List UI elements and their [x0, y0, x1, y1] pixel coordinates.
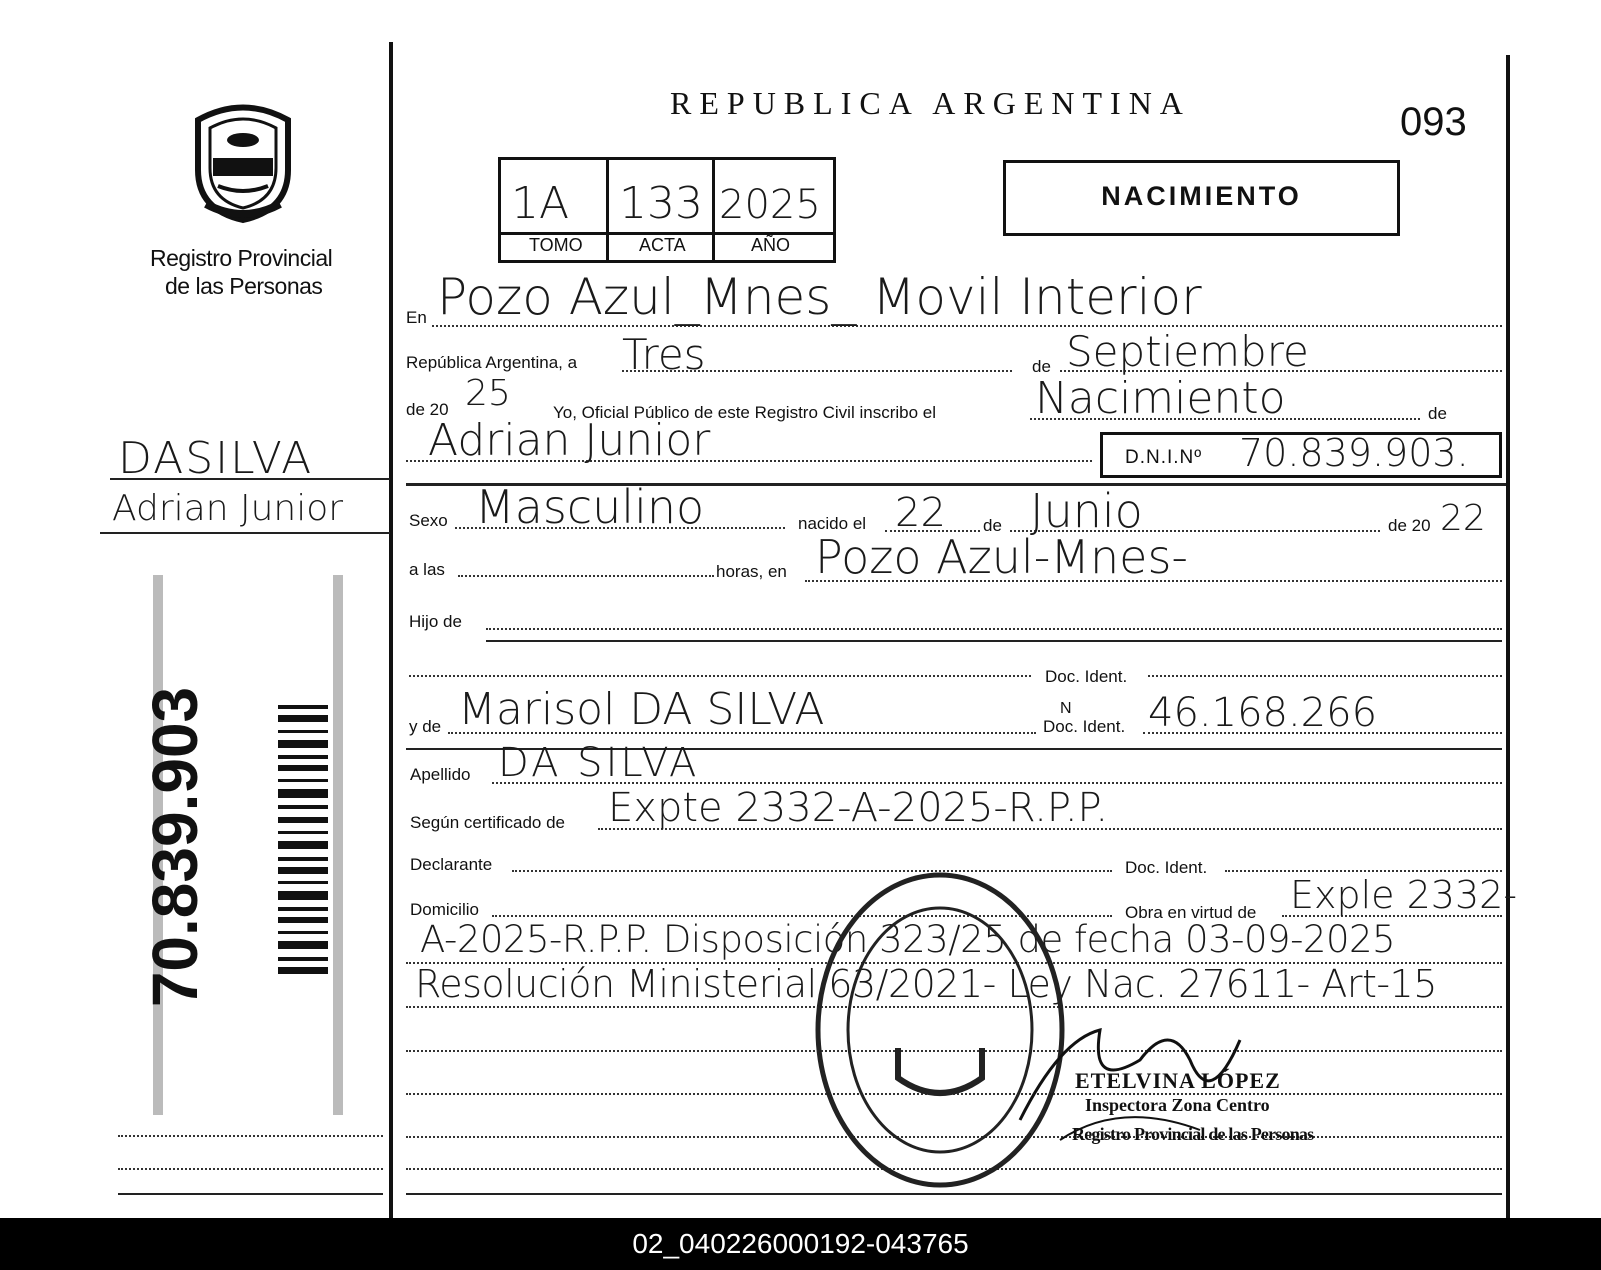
month-value: Septiembre	[1066, 327, 1309, 376]
left-frame-line	[389, 42, 393, 1222]
segun-value: Expte 2332-A-2025-R.P.P.	[608, 785, 1109, 831]
signature-org: Registro Provincial de las Personas	[1072, 1124, 1314, 1144]
father-doc-value-line	[1148, 675, 1502, 677]
de-label: de	[1032, 357, 1051, 376]
day-value: Tres	[622, 330, 706, 379]
acta-label: ACTA	[639, 235, 686, 255]
sidebar-line	[118, 1168, 383, 1170]
birth-place-value: Pozo Azul-Mnes-	[815, 530, 1189, 584]
dni-box	[1100, 432, 1502, 478]
dni-value: 70.839.903.	[1239, 431, 1469, 475]
sidebar-line	[118, 1193, 383, 1195]
segun-label: Según certificado de	[410, 813, 565, 832]
sidebar-given-underline	[100, 532, 390, 534]
doc-number: 093	[1400, 100, 1467, 144]
dni-label: D.N.I.Nº	[1125, 447, 1203, 468]
sidebar-given-names: Adrian Junior	[112, 488, 344, 529]
sidebar-id-vertical: 70.839.903	[139, 686, 211, 1008]
sexo-label: Sexo	[409, 511, 448, 530]
apellido-label: Apellido	[410, 765, 471, 784]
apellido-value: DA SILVA	[498, 740, 700, 786]
mother-doc-value: 46.168.266	[1148, 690, 1378, 736]
coat-of-arms-icon	[188, 100, 298, 225]
name-value: Adrian Junior	[428, 415, 711, 466]
year-prefix-label: de 20	[406, 400, 449, 419]
nacido-label: nacido el	[798, 514, 867, 533]
de-label-3: de	[983, 516, 1002, 535]
mother-value: Marisol DA SILVA	[458, 684, 825, 735]
place-value: Pozo Azul_Mnes_ Movil Interior	[437, 268, 1202, 326]
domicilio-label: Domicilio	[410, 900, 479, 919]
birth-day-value: 22	[895, 490, 946, 536]
declarante-label: Declarante	[410, 855, 493, 874]
declarante-doc-line	[1225, 870, 1502, 872]
republica-label: República Argentina, a	[406, 353, 578, 372]
oficial-label: Yo, Oficial Público de este Registro Civil inscribo el	[553, 403, 936, 422]
doc-type-box	[1003, 160, 1400, 236]
note-line-1: A-2025-R.P.P. Disposición 323/25 de fecha 03-09-2025	[420, 918, 1396, 961]
record-box	[498, 157, 836, 263]
acta-value: 133	[619, 178, 703, 229]
hour-line	[458, 575, 714, 577]
doc-ident-prefix: N	[1060, 700, 1072, 717]
signature-name: ETELVINA LÓPEZ	[1075, 1068, 1281, 1093]
note-line-2: Resolución Ministerial 63/2021- Ley Nac. 27611- Art-15	[415, 962, 1437, 1006]
de20-label: de 20	[1388, 516, 1431, 535]
hijo-line	[486, 628, 1502, 630]
sexo-value: Masculino	[475, 480, 705, 534]
right-frame-line	[1506, 55, 1510, 1220]
de-label-2: de	[1428, 404, 1447, 423]
year-value: 25	[465, 373, 511, 414]
tomo-label: TOMO	[529, 235, 583, 255]
sidebar-surname: DASILVA	[118, 433, 314, 484]
yde-label: y de	[409, 717, 442, 736]
country-title: REPUBLICA ARGENTINA	[670, 85, 1191, 121]
bottom-rule	[406, 1193, 1502, 1195]
footer-barcode-text: 02_040226000192-043765	[0, 1218, 1601, 1270]
sidebar-surname-underline	[110, 478, 390, 480]
doc-ident-label-1: Doc. Ident.	[1045, 667, 1128, 686]
birth-year-value: 22	[1440, 498, 1486, 539]
obra-value: Exple 2332-	[1290, 873, 1518, 917]
anio-value: 2025	[719, 182, 821, 228]
birth-month-value: Junio	[1030, 484, 1143, 538]
obra-label: Obra en virtud de	[1125, 903, 1257, 922]
anio-label: AÑO	[751, 235, 791, 255]
hijo-label: Hijo de	[409, 612, 462, 631]
signature-title: Inspectora Zona Centro	[1085, 1095, 1270, 1115]
doc-ident-label-2: Doc. Ident.	[1043, 717, 1126, 736]
sidebar-line	[118, 1135, 383, 1137]
en-label: En	[406, 308, 427, 327]
father-doc-line	[409, 675, 1031, 677]
hijo-underline	[486, 640, 1502, 642]
doc-type-label: NACIMIENTO	[1101, 181, 1302, 211]
doc-ident-label-3: Doc. Ident.	[1125, 858, 1208, 877]
horas-label: horas, en	[716, 562, 787, 581]
tomo-value: 1A	[511, 178, 570, 229]
registry-name-line1: Registro Provincial	[150, 245, 333, 271]
registry-name-line2: de las Personas	[165, 273, 323, 299]
alas-label: a las	[409, 560, 445, 579]
act-value: Nacimiento	[1035, 373, 1286, 424]
